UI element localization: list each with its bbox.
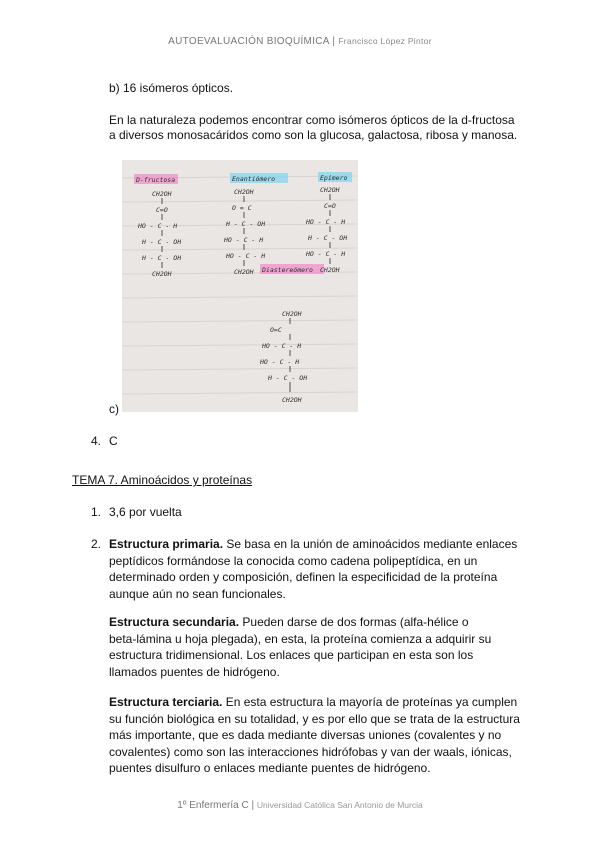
page-header bbox=[0, 36, 600, 47]
primaria-paragraph bbox=[109, 536, 549, 602]
epimer-line-2: C=O bbox=[324, 202, 336, 210]
terciaria-line-1: En esta estructura la mayoría de proteínas ya cumplen bbox=[225, 695, 518, 709]
diastereomer-label: Diastereómero bbox=[262, 266, 313, 274]
primaria-line-1: Se basa en la unión de aminoácidos mediante enlaces bbox=[226, 537, 518, 551]
enantiomer-line-3: H - C - OH bbox=[226, 220, 266, 228]
page-footer bbox=[0, 800, 600, 811]
secundaria-line-3: estructura tridimensional. Los enlaces que participan en esta son los bbox=[109, 648, 474, 662]
item-2-number: 2. bbox=[91, 537, 102, 551]
secundaria-paragraph bbox=[109, 614, 549, 680]
nature-line-1: En la naturaleza podemos encontrar como isómeros ópticos de la d-fructosa bbox=[109, 113, 515, 127]
enantiomer-line-2: O = C bbox=[232, 204, 252, 212]
item-1-text: 3,6 por vuelta bbox=[109, 505, 182, 519]
fructose-label: D-fructosa bbox=[136, 176, 176, 184]
fructose-line-2: C=O bbox=[156, 206, 168, 214]
primaria-line-3: determinado orden y composición, definen la especificidad de la proteína bbox=[109, 570, 498, 584]
tema-7-heading: TEMA 7. Aminoácidos y proteínas bbox=[72, 473, 253, 487]
diastereomer-line-1: CH2OH bbox=[282, 310, 302, 318]
isomers-drawing bbox=[122, 160, 358, 412]
option-c-label: c) bbox=[109, 402, 119, 416]
header-separator: | bbox=[332, 36, 336, 47]
fructose-line-3: HO - C - H bbox=[138, 222, 178, 230]
nature-line-2: a diversos monosacáridos como son la glucosa, galactosa, ribosa y manosa. bbox=[109, 128, 518, 142]
diastereomer-line-6: CH2OH bbox=[282, 396, 302, 404]
enantiomer-line-1: CH2OH bbox=[234, 188, 254, 196]
fructose-line-5: H - C - OH bbox=[142, 254, 182, 262]
item-4-text: C bbox=[109, 434, 118, 448]
terciaria-line-5: puentes disulfuro o enlaces mediante puentes de hidrógeno. bbox=[109, 761, 431, 775]
terciaria-paragraph bbox=[109, 694, 559, 777]
epimer-line-6: CH2OH bbox=[320, 266, 340, 274]
enantiomer-line-4: HO - C - H bbox=[224, 236, 264, 244]
epimer-line-5: HO - C - H bbox=[306, 250, 346, 258]
secundaria-line-2: beta-lámina u hoja plegada), en esta, la proteína comienza a adquirir su bbox=[109, 631, 492, 646]
terciaria-line-4: covalentes) como son las interacciones hidrófobas y van der waals, iónicas, bbox=[109, 744, 512, 759]
item-4-number: 4. bbox=[91, 434, 102, 448]
diastereomer-line-5: H - C - OH bbox=[268, 374, 308, 382]
diastereomer-line-2: O=C bbox=[270, 326, 282, 334]
terciaria-title: Estructura terciaria. bbox=[109, 695, 223, 709]
item-1-number: 1. bbox=[91, 505, 102, 519]
enantiomer-line-6: CH2OH bbox=[234, 268, 254, 276]
isomers-notebook-photo bbox=[122, 160, 358, 412]
epimer-line-1: CH2OH bbox=[320, 186, 340, 194]
diastereomer-line-3: HO - C - H bbox=[262, 342, 302, 350]
footer-course: 1º Enfermería C bbox=[177, 800, 249, 811]
primaria-line-4: aunque aún no sean funcionales. bbox=[109, 586, 286, 601]
epimer-line-3: HO - C - H bbox=[306, 218, 346, 226]
epimer-label: Epímero bbox=[320, 174, 348, 182]
answer-b: b) 16 isómeros ópticos. bbox=[109, 81, 234, 95]
fructose-line-6: CH2OH bbox=[152, 270, 172, 278]
epimer-line-4: H - C - OH bbox=[308, 234, 348, 242]
enantiomer-label: Enantiómero bbox=[232, 175, 276, 183]
fructose-line-1: CH2OH bbox=[152, 190, 172, 198]
enantiomer-line-5: HO - C - H bbox=[226, 252, 266, 260]
primaria-line-2: peptídicos formándose la conocida como cadena polipeptídica, en un bbox=[109, 553, 478, 568]
terciaria-line-2: su función biológica en su totalidad, y es por ello que se trata de la estructura bbox=[109, 711, 520, 726]
secundaria-line-4: llamados puentes de hidrógeno. bbox=[109, 664, 280, 679]
header-author: Francisco López Pintor bbox=[338, 36, 432, 46]
terciaria-line-3: más importante, que es dada mediante diversas uniones (covalentes y no bbox=[109, 728, 502, 742]
fructose-line-4: H - C - OH bbox=[142, 238, 182, 246]
secundaria-title: Estructura secundaria. bbox=[109, 615, 240, 629]
footer-separator: | bbox=[251, 800, 255, 811]
footer-university: Universidad Católica San Antonio de Murcia bbox=[256, 800, 423, 810]
diastereomer-line-4: HO - C - H bbox=[260, 358, 300, 366]
secundaria-line-1: Pueden darse de dos formas (alfa-hélice o bbox=[242, 615, 469, 629]
primaria-title: Estructura primaria. bbox=[109, 537, 224, 551]
header-title: AUTOEVALUACIÓN BIOQUÍMICA bbox=[168, 36, 330, 47]
